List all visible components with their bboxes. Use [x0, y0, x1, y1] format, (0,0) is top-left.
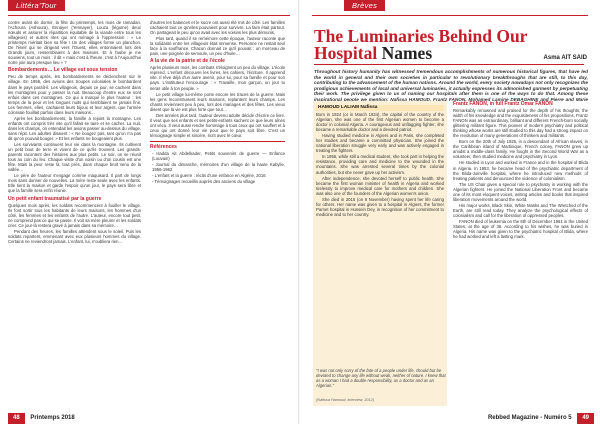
section-tag: Littéra'Tour [8, 0, 65, 11]
section-heading: HAMOUD LALIAM Nafissa [316, 105, 444, 111]
fanon-column [453, 101, 588, 406]
quote-source: (Nafissa Hamoud, interview, 2012) [316, 398, 375, 402]
left-column-2 [150, 20, 285, 403]
paragraph: FANON died of leukemia on the 6th of December 1961 in the United States, at the age of 36. According to his wishes, he was buried in Algeria. His name was given to the psychiatric hospital of Blida, where he had worked and left a lasting mark. [453, 218, 588, 240]
paragraph: Les survivants continuent leur vie dans la montagne. Ils cultivent un petit bout de terre et vivent de ce qu'ils trouvent. Les grands-parents racontent des histoires aux plus petits. Le soir, on se réunit tous au coin du feu. Chaque visite d'un voisin ou d'un cousin est une fête. Mais la peur reste là, tout près, dans chaque bruit venu de la vallée… [8, 142, 141, 173]
references-box [150, 141, 285, 184]
paragraph: His major works, Black Skin, White Masks and The Wretched of the Earth, are still read today. They analyze the psychological effects of colonialism and call for the liberation of oppressed peoples. [453, 202, 588, 218]
paragraph: Pendant des heures, les familles attendent sous le soleil. Puis les soldats repartent, emmenant avec eux plusieurs hommes du village. Certains ne reviendront jamais. L'enfant, lui, n'oubliera rien… [8, 228, 141, 244]
subheading: A la vie de la patrie et de l'école [150, 58, 225, 65]
issue-label: Printemps 2018 [30, 415, 75, 421]
page-footer [8, 413, 75, 424]
paragraph: The US Chair gives a special role to psychiatry in working with the Algerian fighters. He joined the National Liberation Front and became one of its most eloquent voices, writing articles and books that inspired liberation movements around the world. [453, 181, 588, 202]
left-column-1 [8, 20, 141, 403]
paragraph: Plus tard, quand il se remémore cette époque, l'auteur raconte que la solidarité entre les villageois était immense. Personne ne restait seul face à la souffrance. Chacun donnait ce qu'il pouvait : un morceau de pain, une poignée de semoule, un peu d'huile… [150, 36, 285, 57]
reference-item: - Hadda Ait Abdelkader, Petits souvenirs de guerre — Enfance (Louvain) [152, 151, 285, 161]
article-title [314, 28, 532, 62]
paragraph: d'autres les balances et le sucre ont aussi été mis de côté. Les familles cachaient tout ce qu'elles pouvaient pour survivre. La faim était partout. On partageait le peu qu'on avait avec les voisins les plus démunis. [150, 20, 285, 36]
paragraph: She died in 2015 (on 6 November) having spent her life caring for others. Her name was given to a hospital in Algiers, the former Parnet hospital in Hussein Dey, in recognition of her commitment to medicine and to her country. [316, 196, 444, 217]
title-part: The Luminaries Behind Our [314, 26, 528, 46]
title-rule [314, 64, 584, 65]
paragraph: He studied in Lyon and worked in France and in the hospital of Blida in Algeria. In 1953, he became head of the psychiatric department of the Blida-Joinville hospital, where he introduced new methods of treating patients and denounced the violence of colonialism. [453, 160, 588, 181]
paragraph: Peu de temps après, les bombardements se déclenchent sur le village. En 1956, des avions des troupes coloniales le bombardent dans le pays paraît-il. Les villageois, depuis ce jour, se cachent dans les montagnes pour y passer la nuit. Beaucoup d'entre eux se sont enfuis dans ces montagnes. Ce qui a marqué le plus l'auteur : les temps de la peur et les longues nuits qui semblaient ne jamais finir. Les femmes, elles, cachaient leurs bijoux et leur argent, que l'armée coloniale fouillait parfois dans leurs maisons… [8, 74, 141, 115]
paragraph: Born in 1924 (or in March 1924), the capital of the country of the Algerian, she was one of the first Algerian women to become a doctor in colonial Algeria. A courageous and unflagging fighter, she became a remarkable doctor and a devoted patriot. [316, 112, 444, 133]
page-number: 49 [577, 413, 594, 424]
section-tag: Brèves [344, 0, 385, 11]
subheading: Bombardements… Le village est sous tension [8, 67, 118, 74]
title-part: Names [381, 43, 433, 63]
paragraph: Le père de l'auteur s'engage comme maquisard. Il part de longs mois sans donner de nouvelles. La mère reste seule avec les enfants. Elle tient la maison et garde l'espoir qu'un jour, le pays sera libre et que la famille sera enfin réunie. [8, 173, 141, 194]
nafissa-column [316, 103, 444, 366]
page-footer [488, 413, 594, 424]
subheading: Un petit enfant traumatisé par la guerre [8, 195, 102, 202]
reference-item: - L'enfant et la guerre : récits d'une enfance en Algérie, 2016 [152, 173, 285, 178]
section-heading: Frantz FANON, in full Frantz Omar FANON [453, 101, 553, 107]
paragraph: After independence, she devoted herself to public health. She became the first woman minister of health in Algeria and worked tirelessly to improve medical care for mothers and children. She was also one of the founders of the Algerian women's union. [316, 175, 444, 196]
paragraph: Remarkably renowned and praised for the depth of his thoughts, the width of his knowledge and the exquisiteness of his propositions, Frantz FANON was an extraordinary, brilliant and different French-born socially glittering militant figure. This pioneer of modern psychiatry and political thinking whose works are still studied to this day had a strong impact on the revolution of many generations of thinkers and militants. [453, 108, 588, 139]
header-rule [8, 15, 290, 16]
paragraph: Having studied medicine in Algiers and in Paris, she completed her studies and became a committed physician. She joined the national liberation struggle very early and was actively engaged in treating the fighters. [316, 133, 444, 154]
article-abstract: Throughout history humanity has witnessed tremendous accomplishments of numerous historical figures, that have led the world in general and their own societies in particular to revolutionary breakthroughs that are still, to this day, contributing to the advancement of the human nations. Around the world, every society nowadays not only recognizes the prodigious achievements of local and universal luminaries, it actually expresses its admonished garment by perpetuating their work. The privilege given to us of naming our hospitals after them is one of the ways to do that. Among these inspirational people we mention: Nafissa HAMOUD, Frantz FANON, Mohamed Lamine DEBAGHINE and Pierre and Marie [314, 69, 588, 102]
paragraph: Des années plus tard, l'auteur devenu adulte décide d'écrire ce livre. Il veut que ses enfants et ses petits-enfants sachent ce que leurs aînés ont vécu. Il veut aussi rendre hommage à tous ceux qui ont souffert et à ceux qui ont donné leur vie pour que le pays soit libre. C'est un témoignage simple et sincère, écrit avec le cœur. [150, 112, 285, 138]
header-rule [312, 15, 588, 16]
pull-quote: "I was not only sorry of the fate of a people under life, should but be devoted to change any life without weak, neither of nature. I knew that as a woman I had a double responsibility, as a doctor and as an Algerian." [316, 368, 446, 389]
references-list [152, 151, 285, 184]
right-page [300, 0, 600, 424]
author-name: Asma AIT SAID [543, 55, 587, 61]
paragraph: Après plusieurs mois, les combats s'éloignent un peu du village. L'école reprend. L'enfant découvre les livres, les cahiers, l'écriture. Il apprend vite. Il rêve déjà d'un autre avenir, pour lui, pour sa famille et pour son pays. L'instituteur l'encourage : « Travaille, mon garçon, un jour tu seras utile à ton peuple. » [150, 65, 285, 91]
issue-label: Rebbed Magazine - Numéro 5 [487, 415, 572, 421]
title-part: Hospital [314, 43, 378, 63]
references-title: Références [150, 143, 177, 150]
reference-item: - Journal du dimanche, mémoires d'un village de la haute Kabylie, 1956-1962 [152, 162, 285, 172]
paragraph: Après les bombardements, la famille a rejoint la montagne. Les enfants ont compris très vite qu'il fallait se taire et se cacher. La nuit, dans les champs, on entendait les avions passer au-dessus du village, sans répit. Les adultes disaient : « Ne bougez pas, tant qu'on n'a pas dit qu'on pouvait bouger. » Et les enfants ne bougeaient plus. [8, 115, 141, 141]
reference-item: - Témoignages recueillis auprès des anciens du village [152, 179, 285, 184]
paragraph: Quelques mois après, les soldats recommencent à fouiller le village. Ils font sortir tous les habitants de leurs maisons, les hommes d'un côté, les femmes et les enfants de l'autre. L'auteur, encore tout petit, ne comprend pas ce qui se passe. Il voit sa mère pleurer et les soldats crier. Ce jour-là restera gravé à jamais dans sa mémoire… [8, 202, 141, 228]
paragraph: In 1955, while still a medical student, she took part in helping the resistance, providing care and medicine to the wounded in the mountains. She was arrested several times by the colonial authorities, but she never gave up her activism. [316, 154, 444, 175]
paragraph: contre avant de dormir, la fête du printemps, les mois de ramadan, l'Achoura (Ashoura), Ennayer (Yennayer), Louza (légume) deux nœuds et assurer la répartition équitable de la viande entre tous les villageois) et autres rites qui ont ménagé à l'oppression : « Le printemps méritait bien sa fête ! Un des villages forme un planchon. De l'éveil qui se dirigeait vers l'Ouest, elles entonnaient lors des Grands jours, ressemblaient à des maisons. Et à l'aube je me souviens, tout un mois : il dit « mais c'est à l'heure, c'est à l'Aujourd'hui notre joie aura presque lieu » ? [8, 20, 141, 66]
page-number: 48 [8, 413, 25, 424]
paragraph: Le petit village lui-même porte encore les traces de la guerre. Mais les gens reconstruisent leurs maisons, replantent leurs champs. Les chants reviennent peu à peu, lors des mariages et des fêtes. Les vieux disent que la vie est plus forte que tout… [150, 91, 285, 112]
paragraph: Born on the 20th of July 1925, in a descendant of African slaves, in the Caribbean island of Martinique, French colony, FANON grew up amidst a middle-class family. He fought in the Second World War as a volunteer, then studied medicine and psychiatry in Lyon. [453, 139, 588, 160]
